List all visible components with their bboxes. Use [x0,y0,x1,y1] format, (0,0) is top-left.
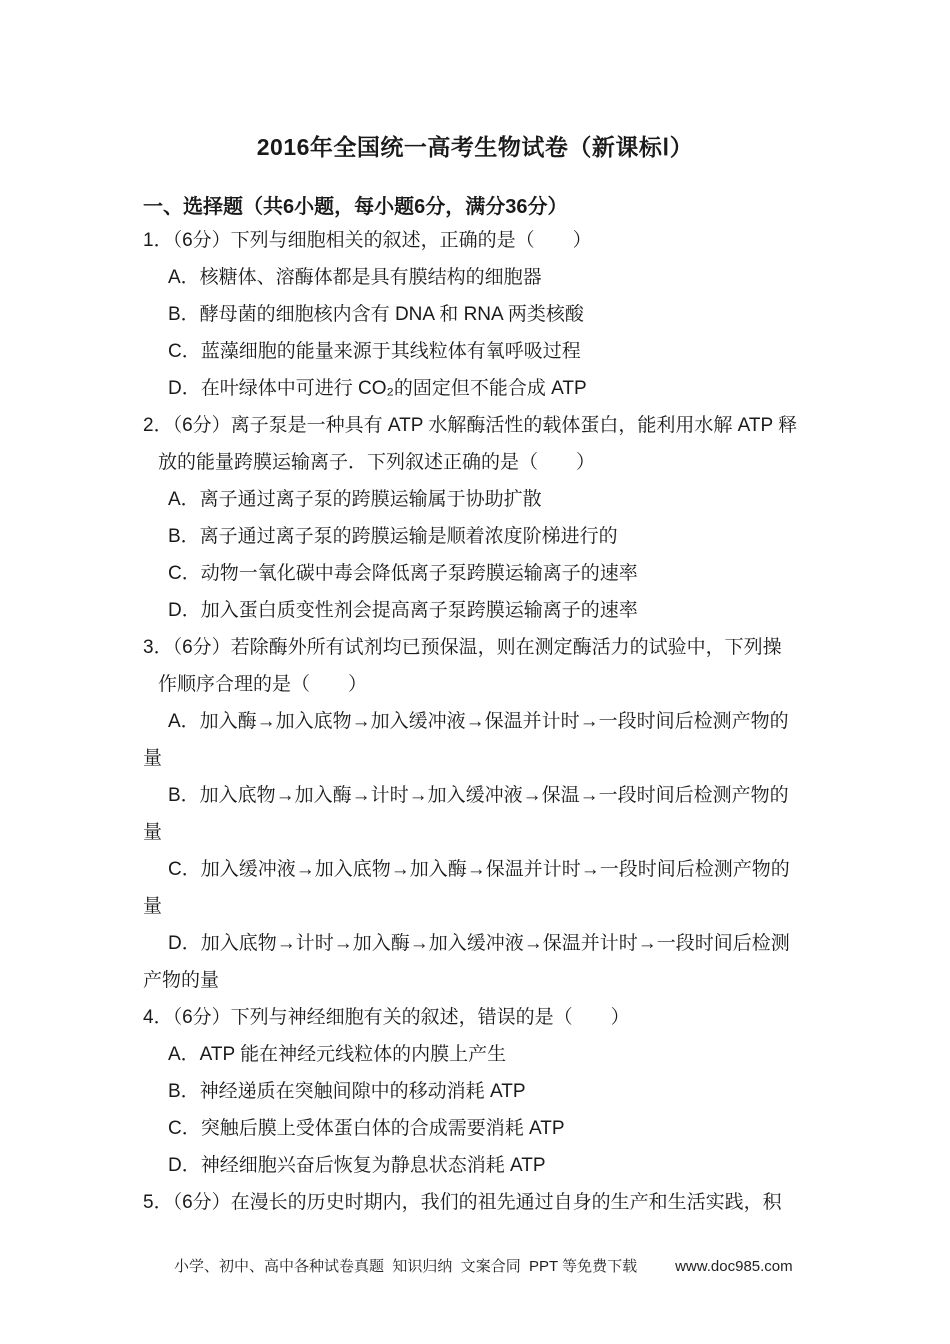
question-3-flush-line: 产物的量 [143,970,220,991]
page-title: 2016年全国统一高考生物试卷（新课标Ⅰ） [256,134,694,160]
questions-area [0,222,950,1221]
question-3-question-line: 3．（6分）若除酶外所有试剂均已预保温，则在测定酶活力的试验中，下列操 [143,637,782,658]
question-1-option-line: A．核糖体、溶酶体都是具有膜结构的细胞器 [168,267,542,288]
question-4-option-line: C．突触后膜上受体蛋白体的合成需要消耗 ATP [168,1118,565,1139]
question-3-flush-line: 量 [143,822,163,843]
question-2-option-line: A．离子通过离子泵的跨膜运输属于协助扩散 [168,489,542,510]
question-1-question-line: 1．（6分）下列与细胞相关的叙述，正确的是（ ） [143,230,592,251]
question-4-option-line: B．神经递质在突触间隙中的移动消耗 ATP [168,1081,526,1102]
question-3-continuation-line: 作顺序合理的是（ ） [158,674,368,695]
question-3-option-line: B．加入底物→加入酶→计时→加入缓冲液→保温→一段时间后检测产物的 [168,785,789,806]
question-3-option-line: A．加入酶→加入底物→加入缓冲液→保温并计时→一段时间后检测产物的 [168,711,789,732]
question-3-option-line: D．加入底物→计时→加入酶→加入缓冲液→保温并计时→一段时间后检测 [168,933,790,954]
question-3-flush-line: 量 [143,896,163,917]
question-5-question-line: 5．（6分）在漫长的历史时期内，我们的祖先通过自身的生产和生活实践，积 [143,1192,782,1213]
question-3-option-line: C．加入缓冲液→加入底物→加入酶→保温并计时→一段时间后检测产物的 [168,859,790,880]
question-2-option-line: D．加入蛋白质变性剂会提高离子泵跨膜运输离子的速率 [168,600,638,621]
question-4-option-line: D．神经细胞兴奋后恢复为静息状态消耗 ATP [168,1155,546,1176]
page-footer [0,1238,950,1293]
question-3-flush-line: 量 [143,748,163,769]
question-1-option-line: D．在叶绿体中可进行 CO₂的固定但不能合成 ATP [168,378,587,399]
question-1-option-line: C．蓝藻细胞的能量来源于其线粒体有氧呼吸过程 [168,341,581,362]
question-2-continuation-line: 放的能量跨膜运输离子．下列叙述正确的是（ ） [158,452,596,473]
footer-text: 小学、初中、高中各种试卷真题 知识归纳 文案合同 PPT 等免费下载 [174,1258,638,1275]
question-2-option-line: B．离子通过离子泵的跨膜运输是顺着浓度阶梯进行的 [168,526,618,547]
question-2-question-line: 2．（6分）离子泵是一种具有 ATP 水解酶活性的载体蛋白，能利用水解 ATP 释 [143,415,798,436]
question-2-option-line: C．动物一氧化碳中毒会降低离子泵跨膜运输离子的速率 [168,563,638,584]
question-1-option-line: B．酵母菌的细胞核内含有 DNA 和 RNA 两类核酸 [168,304,584,325]
question-4-option-line: A．ATP 能在神经元线粒体的内膜上产生 [168,1044,507,1065]
section-heading: 一、选择题（共6小题，每小题6分，满分36分） [143,196,568,218]
question-4-question-line: 4．（6分）下列与神经细胞有关的叙述，错误的是（ ） [143,1007,630,1028]
footer-site-url: www.doc985.com [675,1258,793,1275]
